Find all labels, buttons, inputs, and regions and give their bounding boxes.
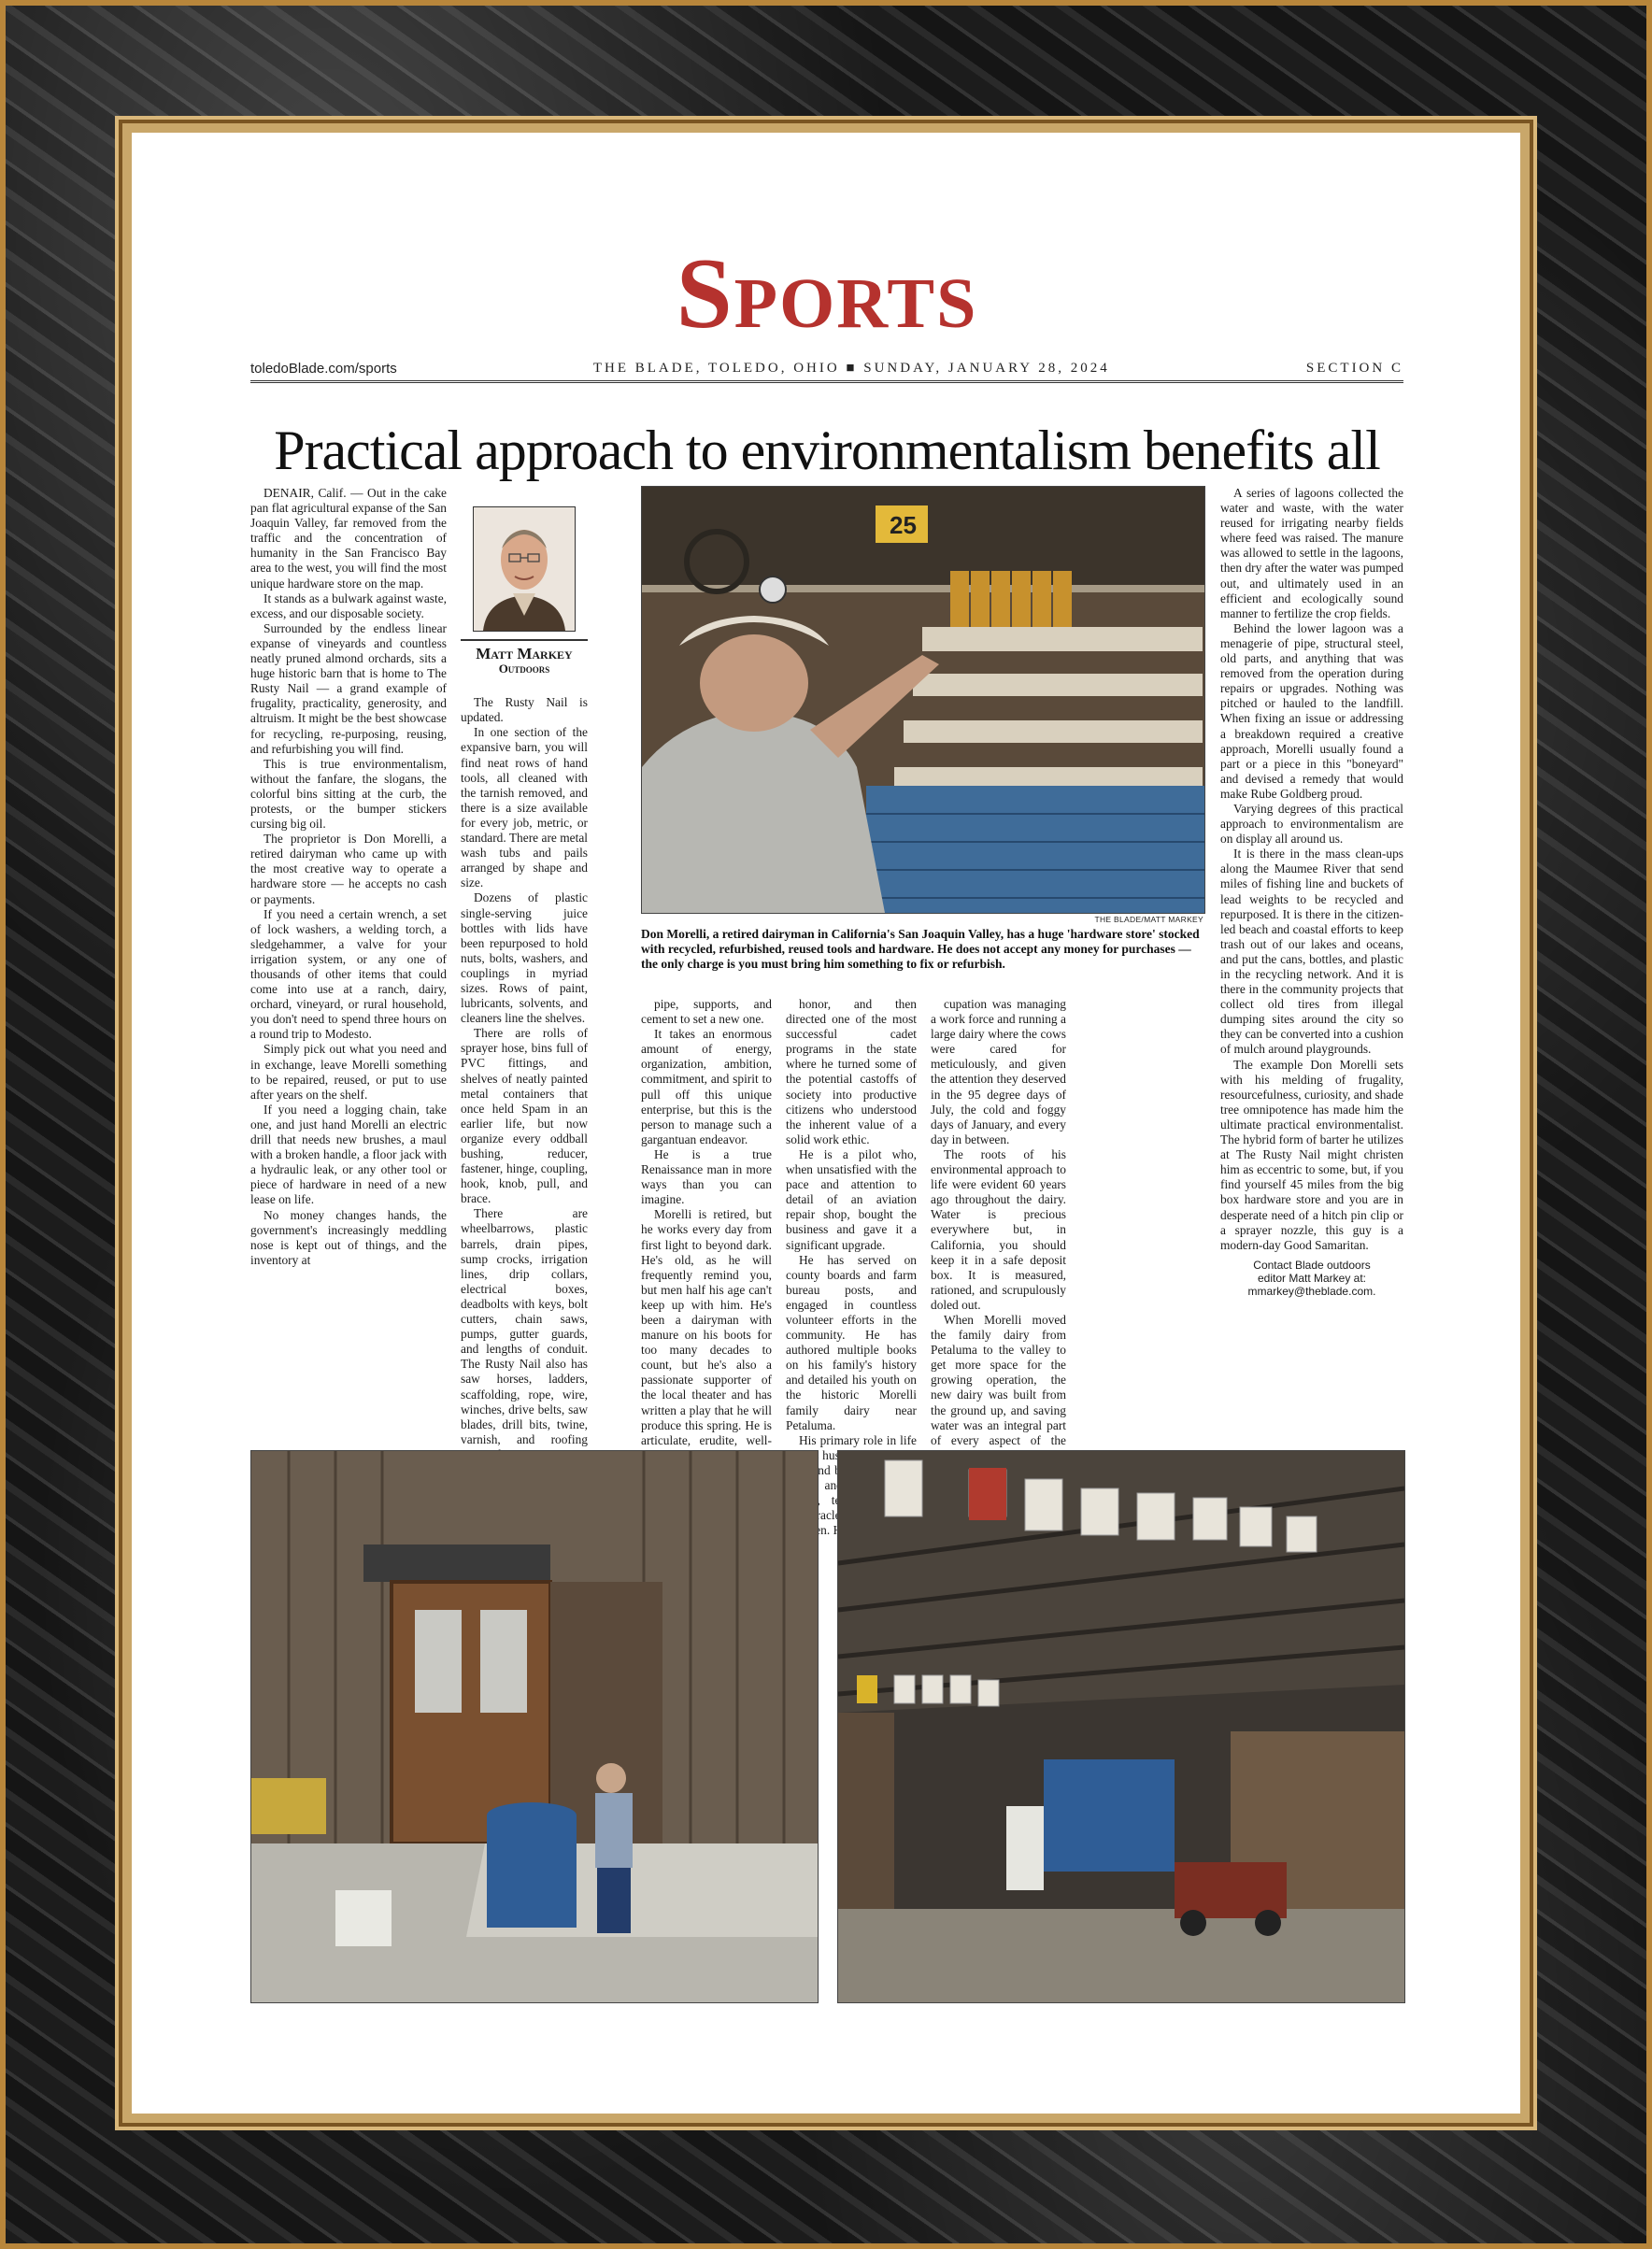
article-paragraph: The proprietor is Don Morelli, a retired dairyman who came up with the most creative way to operate a hardware store — he accepts no cash or payments. xyxy=(250,832,447,906)
main-photo-morelli-shelves xyxy=(641,486,1205,914)
article-paragraph: He is a true Renaissance man in more ways than you can imagine. xyxy=(641,1146,772,1207)
photo-credit: THE BLADE/MATT MARKEY xyxy=(1094,915,1203,924)
contact-info xyxy=(1220,1259,1403,1298)
article-paragraph: When Morelli moved the family dairy from Petaluma to the valley to get more space for the growing operation, the new dairy was built from the ground up, and saving water was an integral part of every aspect of the xyxy=(931,1312,1066,1447)
article-paragraph: No money changes hands, the government's increasingly meddling nose is kept out of things, and the inventory at xyxy=(250,1207,447,1267)
article-paragraph: Varying degrees of this practical approach to environmentalism are on display all around us. xyxy=(1220,801,1403,847)
contact-line-3: mmarkey@theblade.com. xyxy=(1247,1284,1376,1298)
article-paragraph: The Rusty Nail is updated. xyxy=(461,695,588,725)
column-6-text xyxy=(1220,486,1403,1253)
article-paragraph: The roots of his environmental approach to life were evident 60 years ago throughout the dairy. Water is precious everywhere but, in California, you should keep it in a safe deposit box. It is measured, rationed, and scrupulously doled out. xyxy=(931,1146,1066,1312)
article-paragraph: Morelli is retired, but he works every day from first light to beyond dark. He's old, as he will frequently remind you, but men half his age can't keep up with him. He's been a dairyman with manure on his boots for too many decades to count, but he's also a passionate supporter of the local theater and has written a play that he will produce this spring. He is articulate, erudite, well- xyxy=(641,1207,772,1447)
article-paragraph: If you need a certain wrench, a set of lock washers, a welding torch, a sledgehammer, a valve for your irrigation system, or any one of thousands of other items that could come into use at a ranch, dairy, orchard, vineyard, or rural household, you don't need to spend three hours on a round trip to Modesto. xyxy=(250,906,447,1042)
article-paragraph: Surrounded by the endless linear expanse of vineyards and countless neatly pruned almond orchards, sits a huge historic barn that is home to The Rusty Nail — a grand example of frugality, practicality, generosity, and altruism. It might be the best showcase for recycling, re-purposing, reusing, and refurbishing you will find. xyxy=(250,620,447,756)
section-title: Sports xyxy=(676,238,978,349)
article-paragraph: It is there in the mass clean-ups along the Maumee River that send miles of fishing line and buckets of lead weights to be recycled and repurposed. It is there in the citizen-led beach and coastal efforts to keep trash out of our lakes and oceans, and put the cans, bottles, and plastic in the recycling network. And it is there in the community projects that collect old tires from illegal dumping sites around the city so they can be converted into a cushion of mulch around playgrounds. xyxy=(1220,847,1403,1057)
newspaper-page xyxy=(132,133,1520,2114)
article-paragraph: The example Don Morelli sets with his melding of frugality, resourcefulness, curiosity, and shade tree omnipotence has made him the ultimate practical environmentalist. The hybrid form of barter he utilizes at The Rusty Nail might christen him as eccentric to some, but, if you find yourself 45 miles from the big box hardware store and you are in desperate need of a hitch pin clip or a sprayer nozzle, this guy is a modern-day Good Samaritan. xyxy=(1220,1057,1403,1252)
header-rule xyxy=(250,355,1403,383)
plaque-gold-trim xyxy=(122,123,1530,2123)
photo-caption: Don Morelli, a retired dairyman in California's San Joaquin Valley, has a huge 'hardware store' stocked with recycled, refurbished, reused tools and hardware. He does not accept any money for purchases — the only charge is you must bring him something to fix or refurbish. xyxy=(641,927,1200,971)
article-paragraph: It stands as a bulwark against waste, excess, and our disposable society. xyxy=(250,591,447,620)
article-paragraph: Behind the lower lagoon was a menagerie of pipe, structural steel, old parts, and anything that was removed from the operation during repairs or upgrades. Nothing was pitched or hauled to the landfill. When fixing an issue or addressing a breakdown required a creative approach, Morelli usually found a part or a piece in this "boneyard" and devised a remedy that would make Rube Goldberg proud. xyxy=(1220,620,1403,801)
headline: Practical approach to environmentalism benefits all xyxy=(274,420,1380,481)
author-name: Matt Markey xyxy=(461,639,588,662)
photo-barn-interior-buckets xyxy=(837,1450,1405,2003)
article-paragraph: Dozens of plastic single-serving juice bottles with lids have been repurposed to hold nuts, bolts, washers, and couplings in myriad sizes. Rows of paint, lubricants, solvents, and cleaners line the shelves. xyxy=(461,890,588,1026)
article-paragraph: If you need a logging chain, take one, and just hand Morelli an electric drill that needs new brushes, a maul with a broken handle, a floor jack with a hydraulic leak, or any other tool or piece of hardware in need of a new lease on life. xyxy=(250,1102,447,1207)
article-column-6 xyxy=(1220,486,1403,1298)
article-paragraph: pipe, supports, and cement to set a new one. xyxy=(641,997,772,1027)
photo-barn-door xyxy=(250,1450,819,2003)
site-url: toledoBlade.com/sports xyxy=(250,361,397,377)
article-paragraph: honor, and then directed one of the most successful cadet programs in the state where he turned some of the potential castoffs of society into productive citizens who understood the inherent value of a solid work ethic. xyxy=(786,997,917,1146)
dateline: THE BLADE, TOLEDO, OHIO ■ SUNDAY, JANUARY 28, 2024 xyxy=(592,361,1110,376)
article-paragraph: cupation was managing a work force and running a large dairy where the cows were cared for meticulously, and given the attention they deserved in the 95 degree days of July, the cold and foggy days of January, and every day in between. xyxy=(931,997,1066,1146)
article-column-1 xyxy=(250,486,447,1268)
article-paragraph: There are wheelbarrows, plastic barrels, drain pipes, sump crocks, irrigation lines, drip collars, electrical boxes, deadbolts with keys, bolt cutters, chain saws, pumps, gutter guards, and lengths of conduit. The Rusty Nail also has saw horses, ladders, scaffolding, rope, wire, winches, drive belts, saw blades, drill bits, twine, varnish, and roofing xyxy=(461,1206,588,1446)
author-section: Outdoors xyxy=(498,662,550,676)
article-paragraph: He has served on county boards and farm bureau posts, and engaged in countless volunteer efforts in the community. He has authored multiple books on his family's history and detailed his youth on the historic Morelli family dairy near Petaluma. xyxy=(786,1252,917,1432)
article-column-5 xyxy=(931,997,1066,1523)
contact-line-2: editor Matt Markey at: xyxy=(1257,1271,1367,1285)
article-paragraph: DENAIR, Calif. — Out in the cake pan flat agricultural expanse of the San Joaquin Valley, far removed from the traffic and the concentration of humanity in the San Francisco Bay area to the west, you will find the most unique hardware store on the map. xyxy=(250,486,447,591)
photo-sign-number: 25 xyxy=(890,511,917,539)
article-column-3 xyxy=(641,997,772,1523)
article-paragraph: A series of lagoons collected the water and waste, with the water reused for irrigating nearby fields where feed was raised. The manure was allowed to settle in the lagoons, then dry after the water was pumped out, and ultimately used in an efficient and ecologically sound manner to fertilize the crop fields. xyxy=(1220,486,1403,620)
section-masthead xyxy=(250,234,1403,355)
article-paragraph: It takes an enormous amount of energy, organization, ambition, commitment, and spirit to pull off this unique enterprise, but this is the person to manage such a gargantuan endeavor. xyxy=(641,1027,772,1146)
author-portrait xyxy=(473,506,576,632)
article-paragraph: There are rolls of sprayer hose, bins full of PVC fittings, and shelves of neatly painted metal containers that once held Spam in an earlier life, but now organize every oddball bushing, reducer, fastener, hinge, coupling, hook, knob, pull, and brace. xyxy=(461,1026,588,1206)
article-paragraph: His primary role in life and and oracle xyxy=(799,1432,917,1523)
article-paragraph: This is true environmentalism, without the fanfare, the slogans, the colorful bins sitting at the curb, the protests, or the bumper stickers cursing big oil. xyxy=(250,756,447,832)
article-paragraph: He is a pilot who, when unsatisfied with the pace and attention to detail of an aviation repair shop, bought the business and gave it a significant upgrade. xyxy=(786,1146,917,1252)
section-label: SECTION C xyxy=(1305,361,1403,376)
article-paragraph: Simply pick out what you need and in exchange, leave Morelli something to be repaired, reused, or put to use after years on the shelf. xyxy=(250,1042,447,1102)
byline xyxy=(461,506,588,676)
article-paragraph: In one section of the expansive barn, you will find neat rows of hand tools, all cleaned with the tarnish removed, and there is a size available for every job, metric, or standard. There are metal wash tubs and pails arranged by shape and size. xyxy=(461,725,588,890)
contact-line-1: Contact Blade outdoors xyxy=(1253,1258,1371,1272)
page-content xyxy=(250,234,1403,511)
